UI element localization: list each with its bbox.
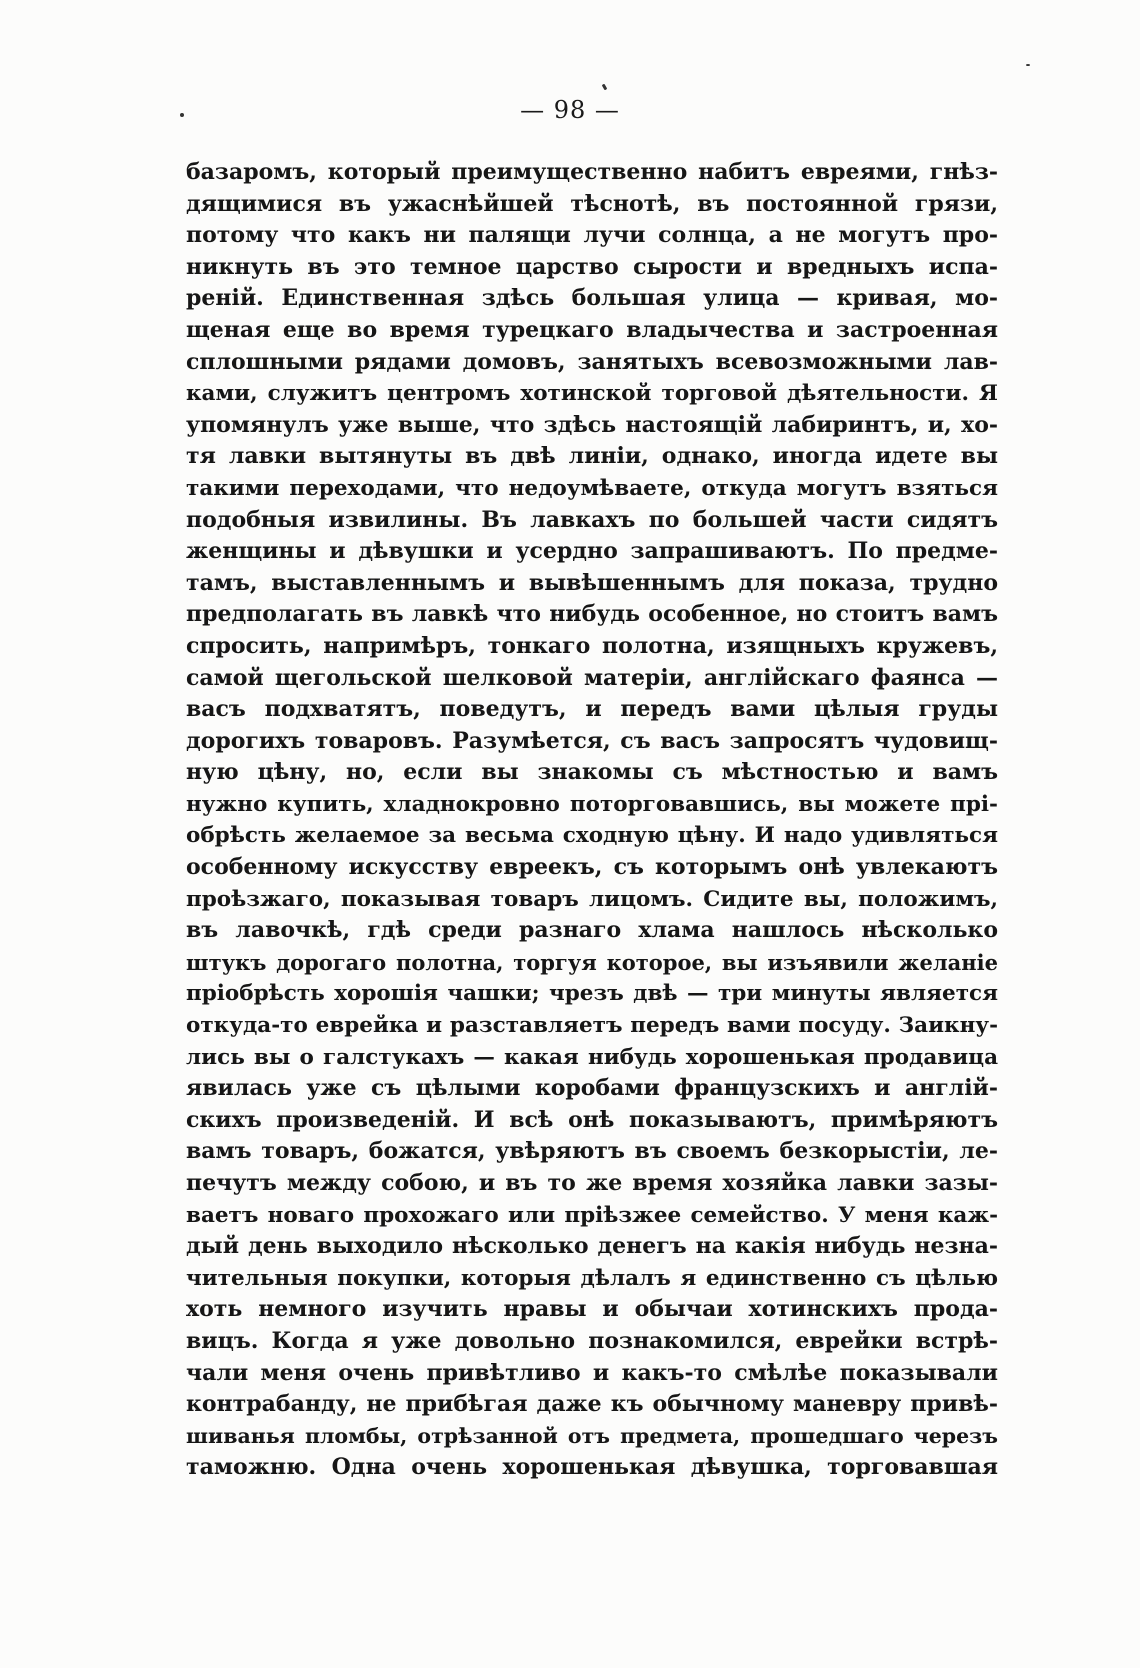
text-line: таможню. Одна очень хорошенькая дѣвушка, торговавшая xyxy=(186,1454,998,1481)
text-line: женщины и дѣвушки и усердно запрашиваютъ. По предме- xyxy=(186,538,998,565)
text-line: базаромъ, который преимущественно набитъ евреями, гнѣз- xyxy=(186,159,998,185)
text-line: ваетъ новаго прохожаго или пріѣзжее семейство. У меня каж- xyxy=(186,1202,998,1228)
text-line: откуда-то еврейка и разставляетъ передъ вами посуду. Заикну- xyxy=(186,1013,998,1039)
text-line: чительныя покупки, которыя дѣлалъ я единственно съ цѣлью xyxy=(186,1265,998,1291)
text-line: обрѣсть желаемое за весьма сходную цѣну. И надо удивляться xyxy=(186,823,998,849)
text-line: явилась уже съ цѣлыми коробами французскихъ и англій- xyxy=(186,1075,998,1102)
text-line: проѣзжаго, показывая товаръ лицомъ. Сидите вы, положимъ, xyxy=(186,886,998,912)
text-line: реній. Единственная здѣсь большая улица — кривая, мо- xyxy=(186,285,998,312)
print-speck xyxy=(1026,64,1030,66)
text-line: штукъ дорогаго полотна, торгуя которое, вы изъявили желаніе xyxy=(186,949,998,975)
text-line: дящимися въ ужаснѣйшей тѣснотѣ, въ постоянной грязи, xyxy=(186,190,998,217)
text-line: упомянулъ уже выше, что здѣсь настоящій лабиринтъ, и, хо- xyxy=(186,411,998,438)
text-line: скихъ произведеній. И всѣ онѣ показываютъ, примѣряютъ xyxy=(186,1106,998,1133)
text-line: печутъ между собою, и въ то же время хозяйка лавки зазы- xyxy=(186,1170,998,1196)
text-line: васъ подхватятъ, поведутъ, и передъ вами цѣлыя груды xyxy=(186,696,998,723)
text-line: чали меня очень привѣтливо и какъ-то смѣлѣе показывали xyxy=(186,1359,998,1386)
text-line: никнуть въ это темное царство сырости и вредныхъ испа- xyxy=(186,253,998,280)
text-line: шиванья пломбы, отрѣзанной отъ предмета, прошедшаго черезъ xyxy=(186,1423,998,1448)
text-line: нужно купить, хладнокровно поторговавшись, вы можете прі- xyxy=(186,791,998,817)
text-line: вамъ товаръ, божатся, увѣряютъ въ своемъ безкорыстіи, ле- xyxy=(186,1138,998,1165)
text-line: дый день выходило нѣсколько денегъ на какія нибудь незна- xyxy=(186,1233,998,1260)
text-line: въ лавочкѣ, гдѣ среди разнаго хлама нашлось нѣсколько xyxy=(186,917,998,944)
text-line: щеная еще во время турецкаго владычества и застроенная xyxy=(186,316,998,343)
text-line: предполагать въ лавкѣ что нибудь особенное, но стоитъ вамъ xyxy=(186,601,998,628)
text-line: ками, служитъ центромъ хотинской торговой дѣятельности. Я xyxy=(186,381,998,407)
text-line: особенному искусству евреекъ, съ которымъ онѣ увлекаютъ xyxy=(186,854,998,881)
page-number: — 98 — xyxy=(520,96,620,124)
text-line: сплошными рядами домовъ, занятыхъ всевозможными лав- xyxy=(186,348,998,375)
text-line: лись вы о галстукахъ — какая нибудь хорошенькая продавица xyxy=(186,1044,998,1070)
text-line: потому что какъ ни палящи лучи солнца, а не могутъ про- xyxy=(186,222,998,249)
body-text xyxy=(186,157,998,1484)
text-line: спросить, напримѣръ, тонкаго полотна, изящныхъ кружевъ, xyxy=(186,632,998,659)
text-line: хоть немного изучить нравы и обычаи хотинскихъ прода- xyxy=(186,1296,998,1323)
text-line: ную цѣну, но, если вы знакомы съ мѣстностью и вамъ xyxy=(186,759,998,786)
text-line: дорогихъ товаровъ. Разумѣется, съ васъ запросятъ чудовищ- xyxy=(186,727,998,754)
text-line: вицъ. Когда я уже довольно познакомился, еврейки встрѣ- xyxy=(186,1327,998,1354)
text-line: тамъ, выставленнымъ и вывѣшеннымъ для показа, трудно xyxy=(186,569,998,596)
print-speck xyxy=(602,84,608,91)
text-line: подобныя извилины. Въ лавкахъ по большей части сидятъ xyxy=(186,506,998,533)
text-line: самой щегольской шелковой матеріи, англійскаго фаянса — xyxy=(186,664,998,691)
text-line: пріобрѣсть хорошія чашки; чрезъ двѣ — три минуты является xyxy=(186,981,998,1007)
text-line: тя лавки вытянуты въ двѣ линіи, однако, иногда идете вы xyxy=(186,443,998,470)
text-line: такими переходами, что недоумѣваете, откуда могутъ взяться xyxy=(186,475,998,501)
text-line: контрабанду, не прибѣгая даже къ обычному маневру привѣ- xyxy=(186,1391,998,1418)
